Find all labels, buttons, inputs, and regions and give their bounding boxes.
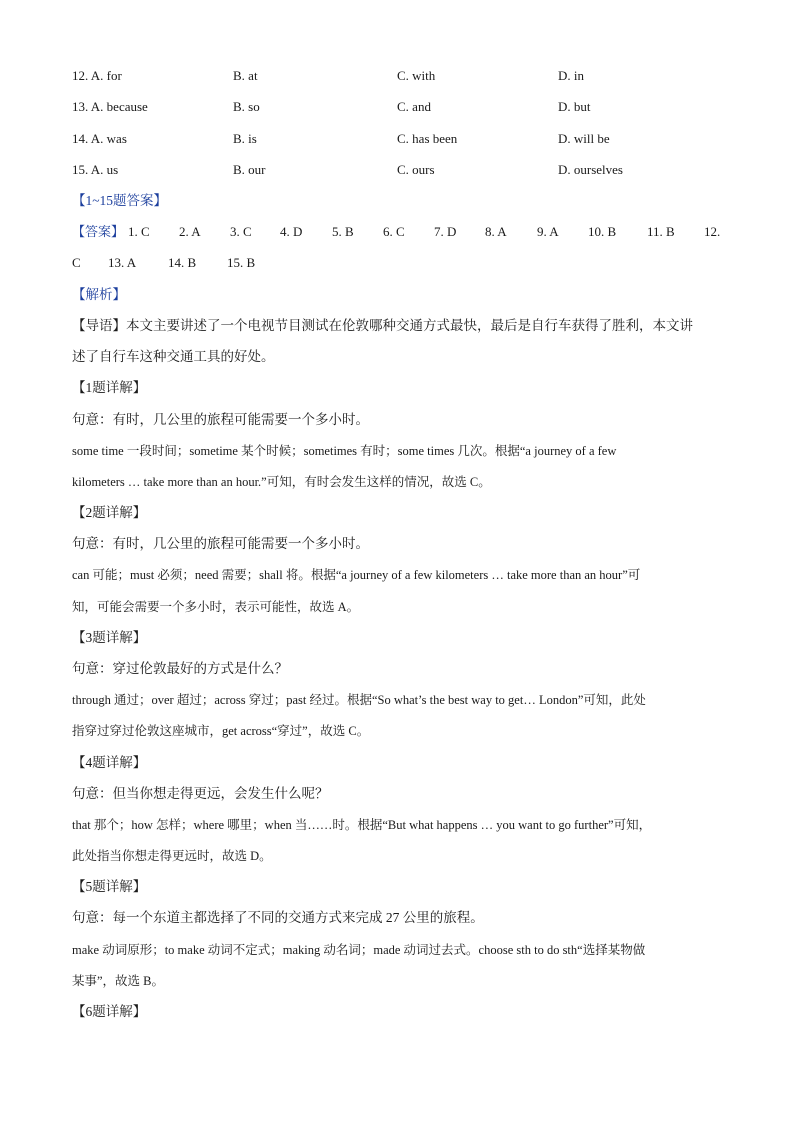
answer-item: 10. B (588, 224, 617, 239)
answer-item: 12. (704, 224, 721, 239)
answer-item: 13. A (108, 255, 137, 270)
answer-item: 1. C (128, 224, 150, 239)
option-c: C. and (397, 99, 431, 114)
answer-item: 9. A (537, 224, 559, 239)
option-d: D. but (558, 99, 591, 114)
answer-section-heading: 【1~15题答案】 (72, 193, 168, 208)
q4-meaning: 句意：但当你想走得更远，会发生什么呢？ (72, 786, 329, 801)
answer-item: 3. C (230, 224, 252, 239)
guide-line-1: 【导语】本文主要讲述了一个电视节目测试在伦敦哪种交通方式最快，最后是自行车获得了胜利，本文讲 (72, 318, 693, 333)
q1-title: 【1题详解】 (72, 380, 147, 395)
option-a: 14. A. was (72, 131, 127, 146)
q4-explanation-line-1: that 那个；how 怎样；where 哪里；when 当……时。根据“But what happens … you want to go further”可知， (72, 818, 652, 832)
answer-label: 【答案】 (72, 224, 125, 239)
option-c: C. with (397, 68, 436, 83)
option-b: B. so (233, 99, 260, 114)
answer-item: C (72, 255, 81, 270)
option-a: 15. A. us (72, 162, 119, 177)
q4-explanation-line-2: 此处指当你想走得更远时，故选 D。 (72, 849, 272, 863)
answer-item: 11. B (647, 224, 675, 239)
q2-meaning: 句意：有时，几公里的旅程可能需要一个多小时。 (72, 536, 369, 551)
option-a: 12. A. for (72, 68, 122, 83)
option-b: B. is (233, 131, 257, 146)
q1-explanation-line-1: some time 一段时间；sometime 某个时候；sometimes 有时；some times 几次。根据“a journey of a few (72, 444, 617, 458)
option-b: B. our (233, 162, 266, 177)
analysis-heading: 【解析】 (72, 287, 126, 302)
answer-item: 14. B (168, 255, 197, 270)
q3-title: 【3题详解】 (72, 630, 147, 645)
guide-line-2: 述了自行车这种交通工具的好处。 (72, 349, 275, 364)
q5-meaning: 句意：每一个东道主都选择了不同的交通方式来完成 27 公里的旅程。 (72, 910, 484, 925)
answer-item: 4. D (280, 224, 303, 239)
option-b: B. at (233, 68, 258, 83)
answer-item: 15. B (227, 255, 256, 270)
option-c: C. has been (397, 131, 458, 146)
q6-title: 【6题详解】 (72, 1004, 147, 1019)
q5-explanation-line-2: 某事”，故选 B。 (72, 974, 165, 988)
q1-explanation-line-2: kilometers … take more than an hour.”可知，有时会发生这样的情况，故选 C。 (72, 475, 491, 489)
option-c: C. ours (397, 162, 435, 177)
q4-title: 【4题详解】 (72, 755, 147, 770)
q1-meaning: 句意：有时，几公里的旅程可能需要一个多小时。 (72, 412, 369, 427)
q2-explanation-line-2: 知，可能会需要一个多小时，表示可能性，故选 A。 (72, 600, 360, 614)
answer-item: 5. B (332, 224, 354, 239)
option-a: 13. A. because (72, 99, 148, 114)
q2-explanation-line-1: can 可能；must 必须；need 需要；shall 将。根据“a journey of a few kilometers … take more than an hour”可 (72, 568, 641, 582)
answer-item: 6. C (383, 224, 405, 239)
q5-explanation-line-1: make 动词原形；to make 动词不定式；making 动名词；made 动词过去式。choose sth to do sth“选择某物做 (72, 943, 646, 957)
answer-item: 2. A (179, 224, 201, 239)
option-d: D. ourselves (558, 162, 623, 177)
q5-title: 【5题详解】 (72, 879, 147, 894)
option-d: D. will be (558, 131, 610, 146)
q3-explanation-line-2: 指穿过穿过伦敦这座城市，get across“穿过”，故选 C。 (72, 724, 370, 738)
q2-title: 【2题详解】 (72, 505, 147, 520)
option-d: D. in (558, 68, 584, 83)
answer-item: 7. D (434, 224, 457, 239)
q3-meaning: 句意：穿过伦敦最好的方式是什么？ (72, 661, 288, 676)
answer-item: 8. A (485, 224, 507, 239)
q3-explanation-line-1: through 通过；over 超过；across 穿过；past 经过。根据“So what’s the best way to get… London”可知，此处 (72, 693, 646, 707)
